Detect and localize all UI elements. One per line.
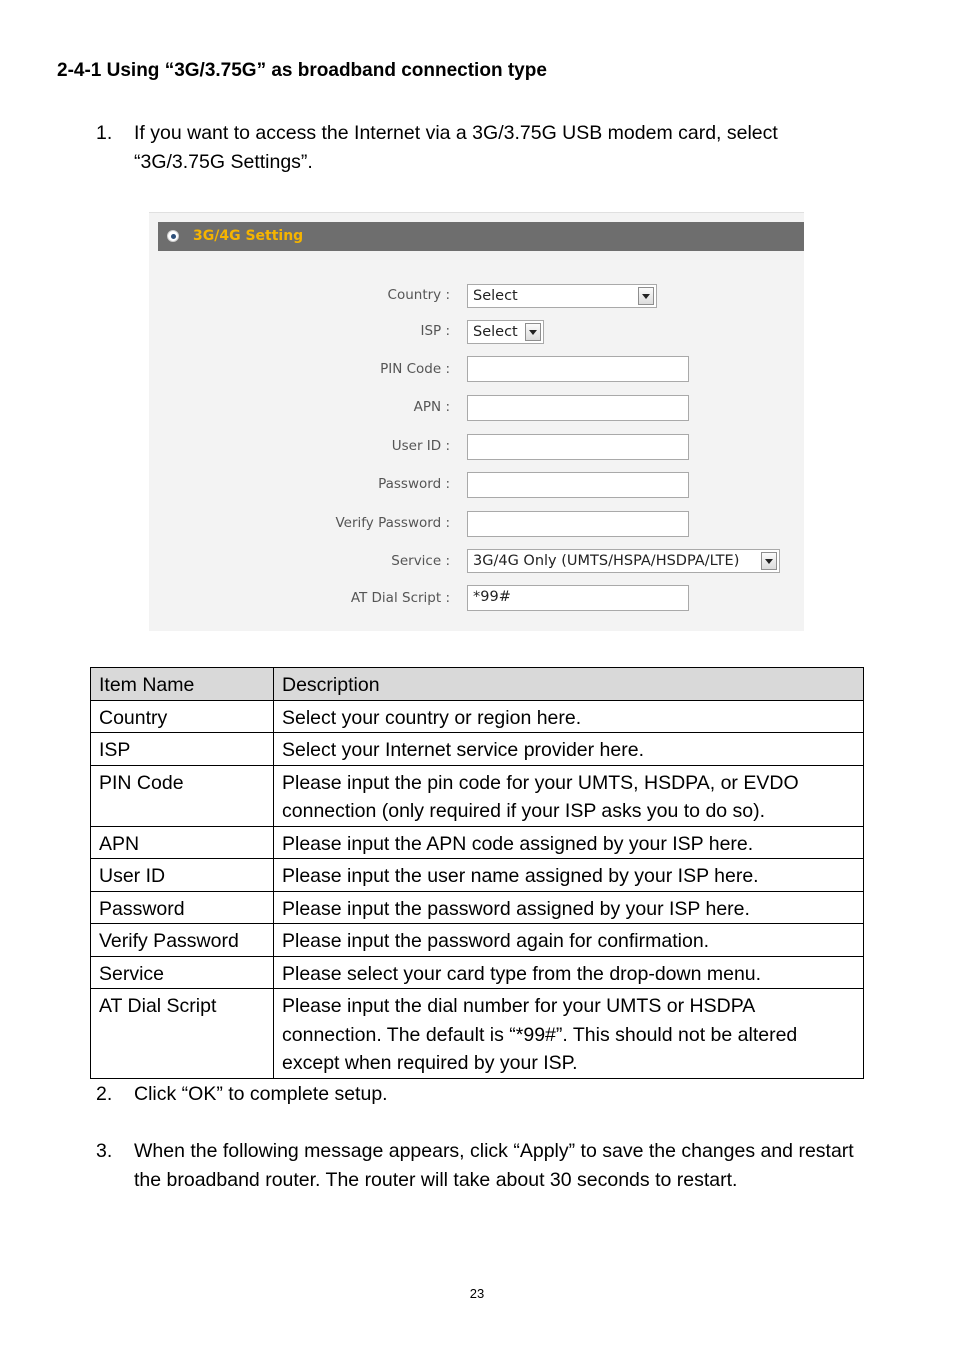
item-name-cell: AT Dial Script (91, 989, 274, 1079)
step-text: When the following message appears, click “Apply” to save the changes and restart the broadband router. The router will take about 30 seconds to restart. (134, 1140, 854, 1191)
item-name-cell: Password (91, 891, 274, 924)
header-item-name: Item Name (91, 668, 274, 701)
table-row (91, 859, 864, 892)
step-number: 2. (96, 1083, 113, 1105)
description-cell: Please input the password assigned by your ISP here. (274, 891, 864, 924)
table-row (91, 989, 864, 1079)
chevron-down-icon[interactable] (638, 287, 654, 305)
field-description-table (90, 667, 864, 1079)
chevron-down-icon[interactable] (761, 552, 777, 570)
service-select[interactable]: 3G/4G Only (UMTS/HSPA/HSDPA/LTE) (467, 549, 780, 573)
table-row (91, 956, 864, 989)
country-select[interactable]: Select (467, 284, 657, 308)
3g-settings-screenshot (149, 212, 804, 631)
isp-label: ISP : (420, 323, 450, 339)
description-cell: Please input the pin code for your UMTS, HSDPA, or EVDO connection (only required if your ISP asks you to do so). (274, 765, 864, 826)
item-name-cell: Verify Password (91, 924, 274, 957)
item-name-cell: ISP (91, 733, 274, 766)
description-cell: Please input the user name assigned by your ISP here. (274, 859, 864, 892)
section-heading: 2-4-1 Using “3G/3.75G” as broadband connection type (57, 60, 547, 81)
description-cell: Please input the APN code assigned by your ISP here. (274, 826, 864, 859)
step-number: 1. (96, 122, 113, 144)
pin-code-input[interactable] (467, 356, 689, 382)
step-number: 3. (96, 1140, 113, 1162)
at-dial-script-label: AT Dial Script : (350, 590, 450, 606)
password-label: Password : (378, 476, 450, 492)
service-label: Service : (391, 553, 450, 569)
password-input[interactable] (467, 472, 689, 498)
table-row (91, 826, 864, 859)
description-cell: Select your Internet service provider here. (274, 733, 864, 766)
pin-code-label: PIN Code : (380, 361, 450, 377)
description-cell: Please input the dial number for your UMTS or HSDPA connection. The default is “*99#”. This should not be altered except when required by your ISP. (274, 989, 864, 1079)
description-cell: Select your country or region here. (274, 700, 864, 733)
table-row (91, 924, 864, 957)
apn-label: APN : (413, 399, 450, 415)
description-cell: Please select your card type from the drop-down menu. (274, 956, 864, 989)
page-number: 23 (469, 1286, 485, 1301)
item-name-cell: Service (91, 956, 274, 989)
isp-select[interactable]: Select (467, 320, 544, 344)
table-row (91, 700, 864, 733)
panel-header (158, 222, 804, 251)
chevron-down-icon[interactable] (525, 323, 541, 341)
radio-selected-icon[interactable] (167, 230, 179, 242)
table-header-row (91, 668, 864, 701)
item-name-cell: User ID (91, 859, 274, 892)
table-row (91, 733, 864, 766)
user-id-label: User ID : (391, 438, 450, 454)
item-name-cell: APN (91, 826, 274, 859)
country-label: Country : (387, 287, 450, 303)
panel-title: 3G/4G Setting (193, 228, 304, 244)
header-description: Description (274, 668, 864, 701)
apn-input[interactable] (467, 395, 689, 421)
table-row (91, 765, 864, 826)
description-cell: Please input the password again for confirmation. (274, 924, 864, 957)
at-dial-script-input[interactable]: *99# (467, 585, 689, 611)
step-text: If you want to access the Internet via a 3G/3.75G USB modem card, select “3G/3.75G Settings”. (134, 122, 778, 173)
table-row (91, 891, 864, 924)
user-id-input[interactable] (467, 434, 689, 460)
step-text: Click “OK” to complete setup. (134, 1083, 388, 1105)
verify-password-input[interactable] (467, 511, 689, 537)
item-name-cell: Country (91, 700, 274, 733)
verify-password-label: Verify Password : (335, 515, 450, 531)
item-name-cell: PIN Code (91, 765, 274, 826)
